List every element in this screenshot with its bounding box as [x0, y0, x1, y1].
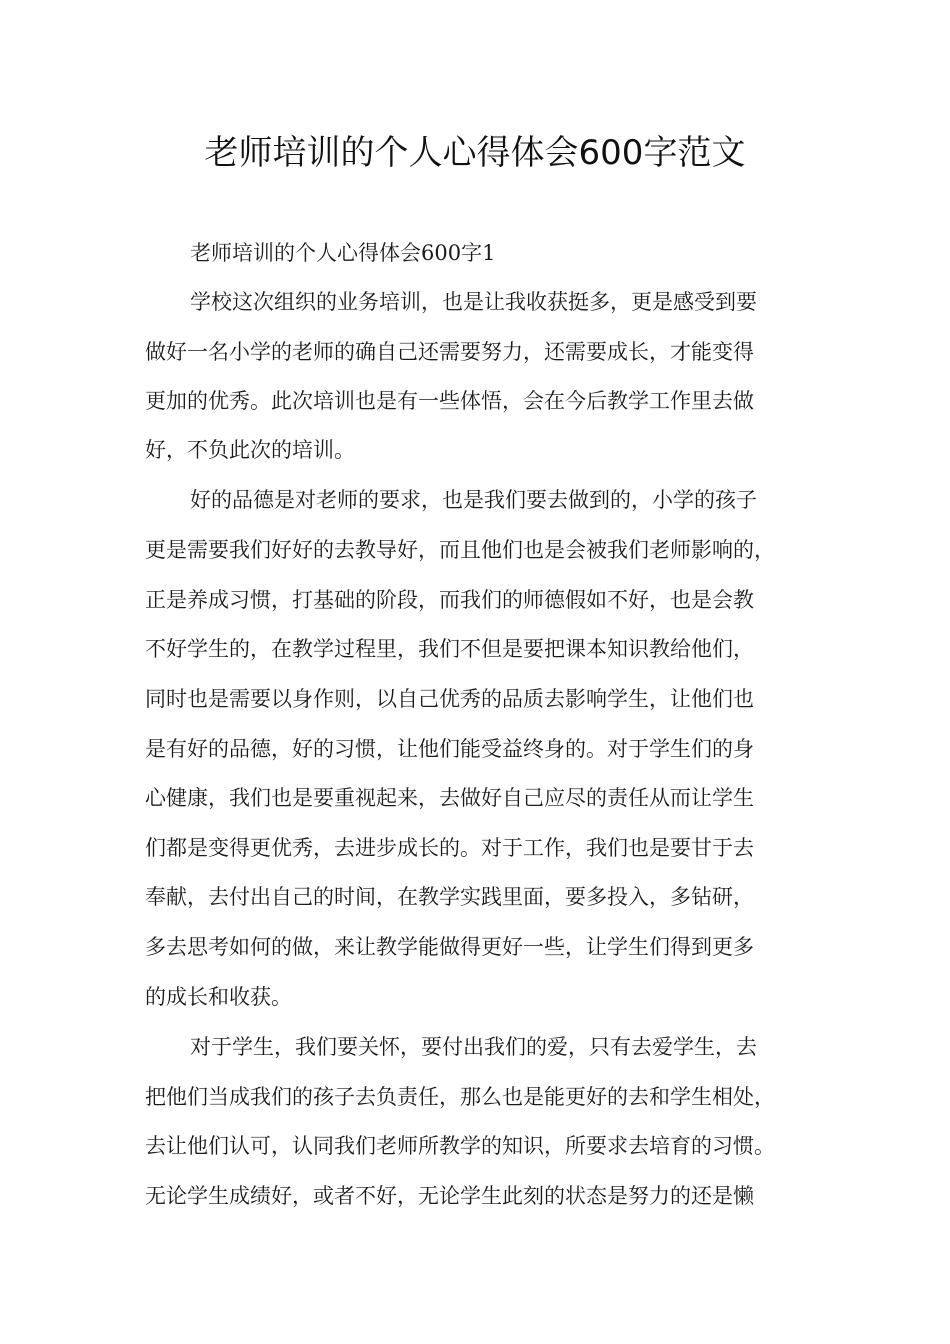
- paragraph-line: 更加的优秀。此次培训也是有一些体悟，会在今后教学工作里去做: [145, 389, 754, 413]
- paragraph-line: 们都是变得更优秀，去进步成长的。对于工作，我们也是要甘于去: [145, 836, 754, 860]
- paragraph-line: 去让他们认可，认同我们老师所教学的知识，所要求去培育的习惯。: [145, 1134, 775, 1158]
- paragraph-line: 多去思考如何的做，来让教学能做得更好一些，让学生们得到更多: [145, 935, 754, 959]
- paragraph-line: 学校这次组织的业务培训，也是让我收获挺多，更是感受到要: [190, 290, 757, 314]
- paragraph-line: 不好学生的，在教学过程里，我们不但是要把课本知识教给他们，: [145, 637, 754, 661]
- paragraph-line: 奉献，去付出自己的时间，在教学实践里面，要多投入，多钻研，: [145, 885, 754, 909]
- paragraph-line: 更是需要我们好好的去教导好，而且他们也是会被我们老师影响的，: [145, 538, 775, 562]
- paragraph-line: 正是养成习惯，打基础的阶段，而我们的师德假如不好，也是会教: [145, 588, 754, 612]
- paragraph-line: 无论学生成绩好，或者不好，无论学生此刻的状态是努力的还是懒: [145, 1184, 754, 1208]
- paragraph-line: 同时也是需要以身作则，以自己优秀的品质去影响学生，让他们也: [145, 687, 754, 711]
- section-heading: 老师培训的个人心得体会600字1: [190, 241, 496, 265]
- paragraph-line: 对于学生，我们要关怀，要付出我们的爱，只有去爱学生，去: [190, 1035, 757, 1059]
- paragraph-line: 好，不负此次的培训。: [145, 438, 355, 462]
- paragraph-line: 好的品德是对老师的要求，也是我们要去做到的，小学的孩子: [190, 488, 757, 512]
- paragraph-line: 是有好的品德，好的习惯，让他们能受益终身的。对于学生们的身: [145, 737, 754, 761]
- document-title: 老师培训的个人心得体会600字范文: [204, 133, 746, 173]
- paragraph-line: 的成长和收获。: [145, 985, 292, 1009]
- paragraph-line: 心健康，我们也是要重视起来，去做好自己应尽的责任从而让学生: [145, 786, 754, 810]
- paragraph-line: 把他们当成我们的孩子去负责任，那么也是能更好的去和学生相处，: [145, 1085, 775, 1109]
- paragraph-line: 做好一名小学的老师的确自己还需要努力，还需要成长，才能变得: [145, 340, 754, 364]
